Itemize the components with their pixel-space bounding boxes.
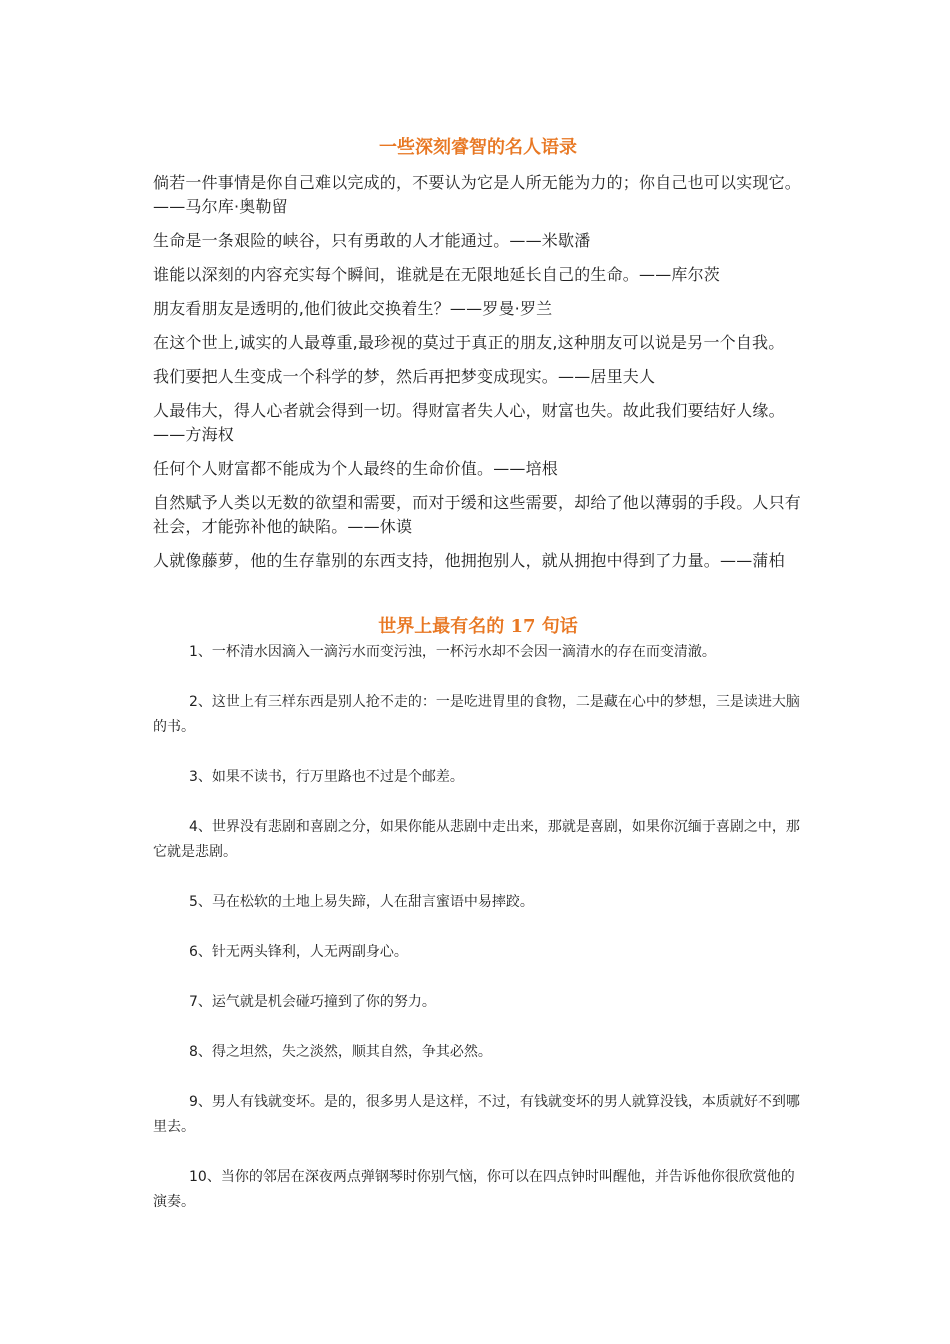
quote-paragraph: 我们要把人生变成一个科学的梦，然后再把梦变成现实。——居里夫人 <box>153 367 656 386</box>
quote-paragraph: 朋友看朋友是透明的,他们彼此交换着生？——罗曼·罗兰 <box>153 299 553 318</box>
quote-paragraph: 谁能以深刻的内容充实每个瞬间，谁就是在无限地延长自己的生命。——库尔茨 <box>153 265 721 284</box>
quote-paragraph: 人最伟大，得人心者就会得到一切。得财富者失人心，财富也失。故此我们要结好人缘。——方海权 <box>153 401 785 444</box>
saying-paragraph: 2、这世上有三样东西是别人抢不走的：一是吃进胃里的食物，二是藏在心中的梦想，三是读进大脑的书。 <box>153 694 800 735</box>
saying-paragraph: 3、如果不读书，行万里路也不过是个邮差。 <box>189 769 464 785</box>
saying-paragraph: 10、当你的邻居在深夜两点弹钢琴时你别气恼，你可以在四点钟时叫醒他，并告诉他你很欣赏他的演奏。 <box>153 1169 795 1210</box>
saying-paragraph: 7、运气就是机会碰巧撞到了你的努力。 <box>189 994 436 1010</box>
quote-paragraph: 任何个人财富都不能成为个人最终的生命价值。——培根 <box>153 459 559 478</box>
section-title-quotes: 一些深刻睿智的名人语录 <box>379 137 577 158</box>
quote-paragraph: 生命是一条艰险的峡谷，只有勇敢的人才能通过。——米歇潘 <box>153 231 591 250</box>
quote-paragraph: 在这个世上,诚实的人最尊重,最珍视的莫过于真正的朋友,这种朋友可以说是另一个自我。 <box>153 333 785 352</box>
quote-paragraph: 倘若一件事情是你自己难以完成的，不要认为它是人所无能为力的；你自己也可以实现它。——马尔库·奥勒留 <box>153 173 802 216</box>
quote-paragraph: 自然赋予人类以无数的欲望和需要，而对于缓和这些需要，却给了他以薄弱的手段。人只有社会，才能弥补他的缺陷。——休谟 <box>153 493 802 536</box>
saying-paragraph: 5、马在松软的土地上易失蹄，人在甜言蜜语中易摔跤。 <box>189 894 534 910</box>
saying-paragraph: 1、一杯清水因滴入一滴污水而变污浊，一杯污水却不会因一滴清水的存在而变清澈。 <box>189 644 716 660</box>
sayings-list <box>153 640 803 1240</box>
quote-paragraph: 人就像藤萝，他的生存靠别的东西支持，他拥抱别人，就从拥抱中得到了力量。——蒲柏 <box>153 551 785 570</box>
quotes-list <box>153 171 803 583</box>
section-title-sayings: 世界上最有名的 17 句话 <box>378 616 578 637</box>
saying-paragraph: 8、得之坦然，失之淡然，顺其自然，争其必然。 <box>189 1044 492 1060</box>
saying-paragraph: 6、针无两头锋利，人无两副身心。 <box>189 944 408 960</box>
saying-paragraph: 9、男人有钱就变坏。是的，很多男人是这样，不过，有钱就变坏的男人就算没钱，本质就好不到哪里去。 <box>153 1094 800 1135</box>
saying-paragraph: 4、世界没有悲剧和喜剧之分，如果你能从悲剧中走出来，那就是喜剧，如果你沉缅于喜剧之中，那它就是悲剧。 <box>153 819 800 860</box>
